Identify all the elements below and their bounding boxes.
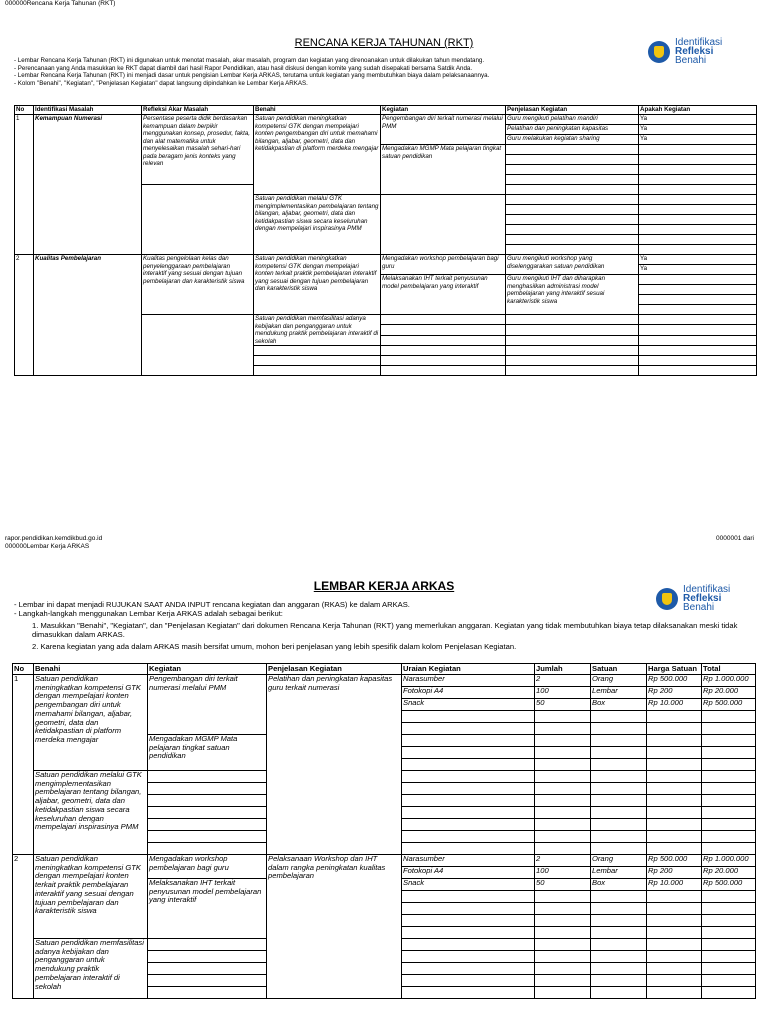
empty-cell (402, 831, 535, 843)
col-header: Identifikasi Masalah (34, 106, 142, 115)
empty-cell (702, 975, 756, 987)
empty-cell (535, 711, 591, 723)
empty-cell (702, 951, 756, 963)
arkas-instructions (14, 600, 754, 651)
empty-cell (402, 819, 535, 831)
instruction-line: 2. Karena kegiatan yang ada dalam ARKAS masih bersifat umum, mohon beri penjelasan yang lebih spesifik dalam kolom Penjelasan Kegiatan. (32, 642, 517, 651)
table-row (13, 675, 756, 687)
cell-refleksi: Kualitas pengelolaan kelas dan penyelenggaraan pembelajaran interaktif yang sesuai dengan tujuan pembelajaran dan karakteristik siswa (142, 255, 254, 315)
empty-cell (535, 795, 591, 807)
cell-uraian: Fotokopi A4 (402, 687, 535, 699)
cell-refleksi: Persentase peserta didik berdasarkan kemampuan dalam berpikir menggunakan konsep, prosedur, fakta, dan alat matematika untuk menyelesaikan masalah sehari-hari pada beragam jenis konteks yang relevan (142, 115, 254, 185)
empty-cell (402, 807, 535, 819)
footer-url: rapor.pendidikan.kemdikbud.go.id (5, 535, 103, 542)
instruction-line: - Perencanaan yang Anda masukkan ke RKT dapat diambil dari hasil Rapor Pendidikan, atau hasil diskusi dengan komite yang sudah disepakati bersama Satdik Anda. (14, 64, 473, 72)
cell-benahi: Satuan pendidikan memfasilitasi adanya kebijakan dan penganggaran untuk mendukung praktik pembelajaran interaktif di sekolah (254, 315, 381, 346)
page-title-rkt: RENCANA KERJA TAHUNAN (RKT) (294, 37, 474, 49)
empty-cell (591, 831, 647, 843)
empty-cell (591, 747, 647, 759)
empty-cell (591, 759, 647, 771)
table-header-row (13, 664, 756, 675)
empty-cell (402, 939, 535, 951)
empty-cell (591, 807, 647, 819)
col-header: Kegiatan (148, 664, 267, 675)
col-header: No (13, 664, 34, 675)
empty-cell (591, 951, 647, 963)
empty-cell (702, 987, 756, 999)
empty-cell (647, 795, 702, 807)
cell-no: 1 (15, 115, 34, 255)
empty-cell (647, 723, 702, 735)
cell-benahi: Satuan pendidikan meningkatkan kompetensi GTK dengan mempelajari konten pengembangan diri untuk memahami bilangan, aljabar, geometri, data dan ketidakpastian di platform merdeka mengajar (254, 115, 381, 195)
cell-benahi: Satuan pendidikan meningkatkan kompetensi GTK dengan mempelajari konten terkait praktik pembelajaran interaktif yang sesuai dengan tujuan pembelajaran dan karakteristik siswa (254, 255, 381, 315)
empty-cell (535, 723, 591, 735)
cell-no: 2 (13, 855, 34, 999)
col-header: Total (702, 664, 756, 675)
table-row (13, 855, 756, 867)
cell-jumlah: 2 (535, 855, 591, 867)
col-header: Uraian Kegiatan (402, 664, 535, 675)
empty-cell (591, 939, 647, 951)
empty-cell (647, 759, 702, 771)
empty-cell (702, 903, 756, 915)
empty-cell (591, 711, 647, 723)
empty-cell (591, 783, 647, 795)
table-row (15, 115, 757, 125)
empty-cell (702, 759, 756, 771)
empty-cell (591, 891, 647, 903)
empty-cell (591, 987, 647, 999)
col-header: Penjelasan Kegiatan (506, 106, 639, 115)
empty-cell (402, 963, 535, 975)
empty-cell (647, 903, 702, 915)
cell-kegiatan: Pengembangan diri terkait numerasi melalui PMM (381, 115, 506, 145)
empty-cell (702, 963, 756, 975)
cell-kegiatan: Melaksanakan IHT terkait penyusunan model pembelajaran yang interaktif (148, 879, 267, 939)
empty-cell (402, 987, 535, 999)
col-header: Kegiatan (381, 106, 506, 115)
empty-cell (702, 723, 756, 735)
table-row (15, 255, 757, 265)
cell-total: Rp 500.000 (702, 879, 756, 891)
empty-cell (647, 711, 702, 723)
empty-cell (535, 759, 591, 771)
empty-cell (647, 987, 702, 999)
empty-cell (402, 711, 535, 723)
empty-cell (647, 819, 702, 831)
empty-cell (148, 819, 267, 831)
cell-uraian: Narasumber (402, 675, 535, 687)
empty-cell (148, 771, 267, 783)
empty-cell (702, 927, 756, 939)
empty-cell (535, 951, 591, 963)
col-header: Apakah Kegiatan (639, 106, 757, 115)
empty-cell (535, 987, 591, 999)
cell-benahi: Satuan pendidikan melalui GTK mengimplementasikan pembelajaran tentang bilangan, aljabar, geometri, data dan ketidakpastian siswa secara keseluruhan dengan mempelajari inspirasinya PMM (34, 771, 148, 855)
empty-cell (402, 903, 535, 915)
cell-penjelasan: Guru mengikuti IHT dan diharapkan menghasilkan administrasi model pembelajaran yang interaktif sesuai karakteristik siswa (506, 275, 639, 315)
cell-harga: Rp 200 (647, 687, 702, 699)
empty-cell (535, 939, 591, 951)
empty-cell (535, 807, 591, 819)
empty-cell (148, 783, 267, 795)
empty-cell (702, 771, 756, 783)
empty-cell (591, 903, 647, 915)
empty-cell (702, 843, 756, 855)
empty-cell (591, 723, 647, 735)
empty-cell (402, 843, 535, 855)
empty-cell (647, 891, 702, 903)
col-header: Refleksi Akar Masalah (142, 106, 254, 115)
logo-text-refleksi: Refleksi (683, 593, 722, 604)
cell-penjelasan: Pelatihan dan peningkatan kapasitas (506, 125, 639, 135)
empty-cell (402, 975, 535, 987)
empty-cell (591, 771, 647, 783)
empty-cell (647, 843, 702, 855)
empty-cell (535, 975, 591, 987)
cell-masalah: Kualitas Pembelajaran (34, 255, 142, 376)
col-header: Harga Satuan (647, 664, 702, 675)
empty-cell (148, 951, 267, 963)
empty-cell (535, 831, 591, 843)
cell-satuan: Box (591, 699, 647, 711)
empty-cell (702, 711, 756, 723)
empty-cell (535, 891, 591, 903)
cell-satuan: Orang (591, 675, 647, 687)
empty-cell (647, 771, 702, 783)
empty-cell (148, 843, 267, 855)
empty-cell (402, 927, 535, 939)
cell-satuan: Lembar (591, 687, 647, 699)
cell-uraian: Narasumber (402, 855, 535, 867)
cell-total: Rp 20.000 (702, 867, 756, 879)
empty-cell (591, 975, 647, 987)
cell-benahi: Satuan pendidikan meningkatkan kompetensi GTK dengan mempelajari konten pengembangan diri untuk memahami bilangan, aljabar, geometri, data dan ketidakpastian di platform merdeka mengajar (34, 675, 148, 771)
cell-harga: Rp 10.000 (647, 699, 702, 711)
empty-cell (647, 927, 702, 939)
instruction-line: - Langkah-langkah menggunakan Lembar Kerja ARKAS adalah sebagai berikut: (14, 609, 283, 618)
cell-jumlah: 100 (535, 687, 591, 699)
rkt-table (14, 105, 757, 376)
cell-apakah: Ya (639, 255, 757, 265)
empty-cell (702, 831, 756, 843)
cell-masalah: Kemampuan Numerasi (34, 115, 142, 255)
cell-penjelasan: Guru mengikuti pelatihan mandiri (506, 115, 639, 125)
empty-cell (647, 915, 702, 927)
cell-satuan: Orang (591, 855, 647, 867)
empty-cell (591, 735, 647, 747)
empty-cell (591, 963, 647, 975)
col-header: No (15, 106, 34, 115)
cell-total: Rp 20.000 (702, 687, 756, 699)
empty-cell (702, 939, 756, 951)
logo-irb (648, 38, 722, 65)
empty-cell (591, 915, 647, 927)
cell-harga: Rp 200 (647, 867, 702, 879)
empty-cell (702, 735, 756, 747)
cell-apakah: Ya (639, 125, 757, 135)
empty-cell (702, 807, 756, 819)
empty-cell (402, 783, 535, 795)
cell-benahi: Satuan pendidikan memfasilitasi adanya kebijakan dan penganggaran untuk mendukung praktik pembelajaran interaktif di sekolah (34, 939, 148, 999)
empty-cell (148, 807, 267, 819)
empty-cell (647, 747, 702, 759)
empty-cell (148, 975, 267, 987)
empty-cell (591, 819, 647, 831)
empty-cell (647, 963, 702, 975)
empty-cell (535, 771, 591, 783)
cell-no: 2 (15, 255, 34, 376)
empty-cell (148, 963, 267, 975)
cell-total: Rp 1.000.000 (702, 675, 756, 687)
cell-jumlah: 100 (535, 867, 591, 879)
cell-jumlah: 50 (535, 879, 591, 891)
cell-harga: Rp 10.000 (647, 879, 702, 891)
empty-cell (535, 747, 591, 759)
col-header: Jumlah (535, 664, 591, 675)
empty-cell (647, 951, 702, 963)
empty-cell (535, 927, 591, 939)
arkas-table (12, 663, 756, 999)
empty-cell (402, 951, 535, 963)
col-header: Benahi (254, 106, 381, 115)
empty-cell (148, 939, 267, 951)
empty-cell (647, 939, 702, 951)
cell-total: Rp 500.000 (702, 699, 756, 711)
cell-apakah: Ya (639, 265, 757, 275)
empty-cell (402, 735, 535, 747)
empty-cell (402, 891, 535, 903)
empty-cell (148, 795, 267, 807)
empty-cell (402, 747, 535, 759)
instruction-line: - Lembar ini dapat menjadi RUJUKAN SAAT ANDA INPUT rencana kegiatan dan anggaran (RKAS) ke dalam ARKAS. (14, 600, 410, 609)
page-header-text: 000000Rencana Kerja Tahunan (RKT) (5, 0, 116, 7)
empty-cell (647, 735, 702, 747)
cell-uraian: Fotokopi A4 (402, 867, 535, 879)
cell-no: 1 (13, 675, 34, 855)
empty-cell (402, 795, 535, 807)
instruction-line: 1. Masukkan "Benahi", "Kegiatan", dan "Penjelasan Kegiatan" dari dokumen Rencana Kerja Tahunan (RKT) yang memerlukan anggaran. Kegiatan yang tidak membutuhkan biaya tetap dilaksanakan meski tidak dimasukkan dalam ARKAS. (32, 621, 738, 639)
logo-text-identifikasi: Identifikasi (683, 584, 731, 595)
cell-kegiatan: Mengadakan MGMP Mata pelajaran tingkat satuan pendidikan (148, 735, 267, 771)
empty-cell (402, 723, 535, 735)
empty-cell (535, 819, 591, 831)
page-number: 0000001 dari (716, 535, 754, 542)
empty-cell (535, 843, 591, 855)
empty-cell (148, 987, 267, 999)
cell-kegiatan: Mengadakan workshop pembelajaran bagi guru (148, 855, 267, 879)
empty-cell (647, 975, 702, 987)
cell-jumlah: 50 (535, 699, 591, 711)
cell-uraian: Snack (402, 879, 535, 891)
cell-kegiatan: Pengembangan diri terkait numerasi melalui PMM (148, 675, 267, 735)
col-header: Satuan (591, 664, 647, 675)
cell-total: Rp 1.000.000 (702, 855, 756, 867)
cell-satuan: Lembar (591, 867, 647, 879)
empty-cell (647, 831, 702, 843)
empty-cell (535, 783, 591, 795)
empty-cell (702, 783, 756, 795)
cell-kegiatan: Mengadakan workshop pembelajaran bagi guru (381, 255, 506, 275)
cell-benahi: Satuan pendidikan meningkatkan kompetensi GTK dengan mempelajari konten terkait praktik pembelajaran interaktif yang sesuai dengan tujuan pembelajaran dan karakteristik siswa (34, 855, 148, 939)
empty-cell (402, 771, 535, 783)
empty-cell (702, 795, 756, 807)
cell-apakah: Ya (639, 135, 757, 145)
cell-satuan: Box (591, 879, 647, 891)
empty-cell (535, 735, 591, 747)
instruction-line: - Lembar Rencana Kerja Tahunan (RKT) ini menjadi dasar untuk pengisian Lembar Kerja ARKAS, terutama untuk kegiatan yang membutuhkan biaya dalam pelaksanaannya. (14, 72, 490, 80)
page-header-text-arkas: 000000Lembar Kerja ARKAS (5, 543, 90, 550)
logo-text-benahi: Benahi (675, 55, 707, 66)
cell-penjelasan: Pelatihan dan peningkatan kapasitas guru terkait numerasi (267, 675, 402, 855)
cell-harga: Rp 500.000 (647, 855, 702, 867)
table-header-row (15, 106, 757, 115)
rkt-instructions (14, 57, 654, 87)
instruction-line: - Lembar Rencana Kerja Tahunan (RKT) ini digunakan untuk menotat masalah, akar masalah, program dan kegiatan yang direnoanakan untuk dilakukan tahun mendatang. (14, 57, 485, 64)
logo-text-refleksi: Refleksi (675, 46, 714, 57)
cell-uraian: Snack (402, 699, 535, 711)
logo-text-identifikasi: Identifikasi (675, 37, 723, 48)
cell-apakah: Ya (639, 115, 757, 125)
empty-cell (535, 963, 591, 975)
cell-jumlah: 2 (535, 675, 591, 687)
cell-harga: Rp 500.000 (647, 675, 702, 687)
instruction-line: - Kolom "Benahi", "Kegiatan", "Penjelasan Kegiatan" dapat langsung dipindahkan ke Lembar Kerja ARKAS. (14, 79, 308, 87)
cell-penjelasan: Pelaksanaan Workshop dan IHT dalam rangka peningkatan kualitas pembelajaran (267, 855, 402, 999)
logo-text-benahi: Benahi (683, 602, 715, 613)
empty-cell (148, 831, 267, 843)
empty-cell (702, 891, 756, 903)
empty-cell (647, 807, 702, 819)
empty-cell (591, 843, 647, 855)
empty-cell (702, 747, 756, 759)
empty-cell (647, 783, 702, 795)
empty-cell (702, 819, 756, 831)
empty-cell (535, 915, 591, 927)
cell-kegiatan: Melaksanakan IHT terkait penyusunan model pembelajaran yang interaktif (381, 275, 506, 315)
col-header: Benahi (34, 664, 148, 675)
cell-kegiatan: Mengadakan MGMP Mata pelajaran tingkat satuan pendidikan (381, 145, 506, 195)
empty-cell (702, 915, 756, 927)
cell-penjelasan: Guru mengikuti workshop yang diselenggarakan satuan pendidikan (506, 255, 639, 275)
empty-cell (535, 903, 591, 915)
page-title-arkas: LEMBAR KERJA ARKAS (313, 579, 455, 593)
empty-cell (591, 795, 647, 807)
empty-cell (591, 927, 647, 939)
cell-penjelasan: Guru melakukan kegiatan sharing (506, 135, 639, 145)
cell-benahi: Satuan pendidikan melalui GTK mengimplementasikan pembelajaran tentang bilangan, aljabar, geometri, data dan ketidakpastian siswa secara keseluruhan dengan mempelajari inspirasinya PMM (254, 195, 381, 255)
col-header: Penjelasan Kegiatan (267, 664, 402, 675)
empty-cell (402, 759, 535, 771)
empty-cell (402, 915, 535, 927)
